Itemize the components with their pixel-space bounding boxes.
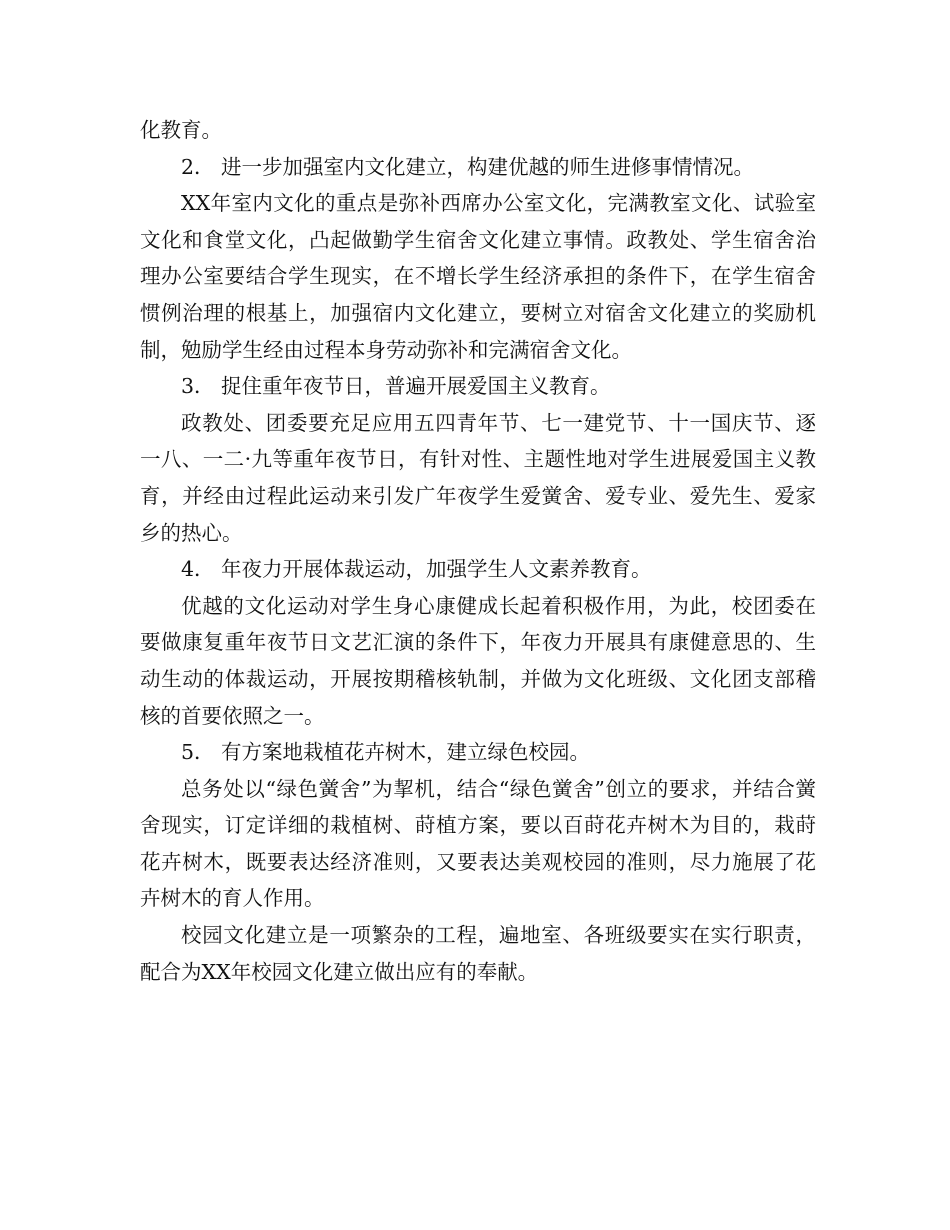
section-heading-5: 5． 有方案地栽植花卉树木，建立绿色校园。 <box>181 740 591 765</box>
document-page <box>140 112 816 990</box>
paragraph-cultural-activities: 优越的文化运动对学生身心康健成长起着积极作用，为此，校团委在要做康复重年夜节日文艺汇演的条件下，年夜力开展具有康健意思的、生动生动的体裁运动，开展按期稽核轨制，并做为文化班级、文化团支部稽核的首要依照之一。 <box>140 593 816 728</box>
paragraph-conclusion: 校园文化建立是一项繁杂的工程，遍地室、各班级要实在实行职责，配合为XX年校园文化建立做出应有的奉献。 <box>140 923 816 984</box>
section-heading-4: 4． 年夜力开展体裁运动，加强学生人文素养教育。 <box>181 557 652 582</box>
section-heading-3: 3． 捉住重年夜节日，普遍开展爱国主义教育。 <box>181 374 611 399</box>
paragraph-indoor-culture: XX年室内文化的重点是弥补西席办公室文化，完满教室文化、试验室文化和食堂文化，凸起做勤学生宿舍文化建立事情。政教处、学生宿舍治理办公室要结合学生现实，在不增长学生经济承担的条件下，在学生宿舍惯例治理的根基上，加强宿内文化建立，要树立对宿舍文化建立的奖励机制，勉励学生经由过程本身劳动弥补和完满宿舍文化。 <box>140 191 816 362</box>
paragraph-continuation: 化教育。 <box>140 118 222 142</box>
paragraph-festivals: 政教处、团委要充足应用五四青年节、七一建党节、十一国庆节、逐一八、一二·九等重年夜节日，有针对性、主题性地对学生进展爱国主义教育，并经由过程此运动来引发广年夜学生爱黉舍、爱专业、爱先生、爱家乡的热心。 <box>140 410 816 545</box>
section-heading-2: 2． 进一步加强室内文化建立，构建优越的师生进修事情情况。 <box>181 154 755 179</box>
paragraph-green-campus: 总务处以“绿色黉舍”为挈机，结合“绿色黉舍”创立的要求，并结合黉舍现实，订定详细的栽植树、莳植方案，要以百莳花卉树木为目的，栽莳花卉树木，既要表达经济准则，又要表达美观校园的准则，尽力施展了花卉树木的育人作用。 <box>140 776 816 911</box>
